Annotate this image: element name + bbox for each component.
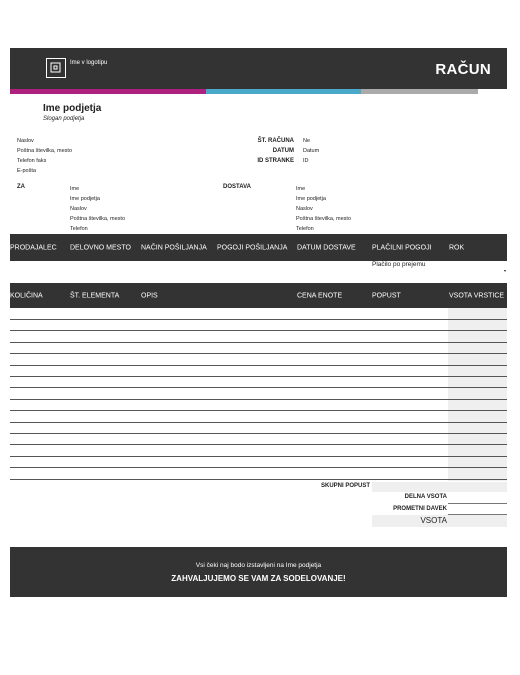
ship-to-address [296, 184, 351, 234]
payment-terms-value: Plačilo po prejemu [372, 261, 426, 268]
col-unit-price: CENA ENOTE [297, 292, 343, 299]
bill-to-address [70, 184, 125, 234]
invoice-number-value: Ne [303, 138, 311, 144]
table-row [10, 399, 507, 400]
company-slogan: Slogan podjetja [43, 116, 85, 122]
customer-id-value: ID [303, 158, 309, 164]
invoice-date-label: DATUM [272, 148, 294, 154]
footer-payable-note: Vsi čeki naj bodo izstavljeni na Ime podjetja [195, 562, 322, 569]
sender-line: E-pošta [17, 168, 36, 174]
col-delivery-date: DATUM DOSTAVE [297, 244, 356, 251]
bill-to-line: Ime podjetja [70, 196, 100, 202]
page-title: RAČUN [435, 61, 491, 78]
sender-address [17, 136, 72, 176]
table-row [10, 444, 507, 445]
subtotal-value [448, 503, 507, 504]
invoice-number-label: ŠT. RAČUNA [257, 138, 294, 144]
accent-band-blue [206, 89, 361, 94]
bill-to-line: Telefon [70, 226, 88, 232]
col-payment-terms: PLAČILNI POGOJI [372, 244, 432, 251]
logo-text: Ime v logotipu [70, 60, 108, 66]
table-row [10, 376, 507, 377]
ship-to-line: Telefon [296, 226, 314, 232]
table-row [10, 410, 507, 411]
invoice-meta-values [303, 136, 319, 166]
table-row [10, 456, 507, 457]
items-table-header [10, 283, 507, 308]
table-row [10, 365, 507, 366]
logo-icon [46, 58, 66, 78]
footer-thanks: ZAHVALJUJEMO SE VAM ZA SODELOVANJE! [171, 574, 346, 583]
table-row [10, 422, 507, 423]
bill-to-line: Naslov [70, 206, 87, 212]
bill-to-label: ZA [17, 184, 25, 190]
table-row [10, 467, 507, 468]
col-line-total: VSOTA VRSTICE [449, 292, 505, 299]
total-discount-label: SKUPNI POPUST [320, 483, 370, 489]
bill-to-line: Ime [70, 186, 80, 192]
table-row [10, 433, 507, 434]
table-row [10, 353, 507, 354]
sales-tax-label: PROMETNI DAVEK [393, 506, 447, 512]
accent-band-magenta [10, 89, 206, 94]
col-job: DELOVNO MESTO [70, 244, 131, 251]
invoice-date-value: Datum [303, 148, 320, 154]
total-label: VSOTA [420, 516, 447, 525]
table-row [10, 387, 507, 388]
ship-to-label: DOSTAVA [223, 184, 251, 190]
col-item-number: ŠT. ELEMENTA [70, 292, 120, 299]
col-description: OPIS [141, 292, 158, 299]
customer-id-label: ID STRANKE [257, 158, 294, 164]
col-shipping-method: NAČIN POŠILJANJA [141, 244, 207, 251]
col-discount: POPUST [372, 292, 401, 299]
invoice-header [10, 48, 507, 89]
col-quantity: KOLIČINA [10, 292, 43, 299]
invoice-footer [10, 547, 507, 597]
order-table-header [10, 234, 507, 261]
table-row [10, 479, 507, 480]
row-end-marker: ▾ [504, 268, 507, 273]
ship-to-line: Poštna številka, mesto [296, 216, 352, 222]
col-shipping-terms: POGOJI POŠILJANJA [217, 244, 288, 251]
accent-band-gray [361, 89, 478, 94]
col-due-date: ROK [449, 244, 465, 251]
ship-to-line: Ime [296, 186, 306, 192]
col-salesperson: PRODAJALEC [10, 244, 57, 251]
invoice-meta-labels [230, 136, 294, 166]
sender-line: Poštna številka, mesto [17, 148, 73, 154]
sender-line: Telefon faks [17, 158, 47, 164]
sender-line: Naslov [17, 138, 34, 144]
ship-to-line: Naslov [296, 206, 313, 212]
table-row [10, 342, 507, 343]
company-name: Ime podjetja [43, 103, 102, 114]
ship-to-line: Ime podjetja [296, 196, 326, 202]
bill-to-line: Poštna številka, mesto [70, 216, 126, 222]
table-row [10, 319, 507, 320]
subtotal-label: DELNA VSOTA [404, 494, 447, 500]
table-row [10, 330, 507, 331]
total-discount-value [372, 482, 507, 492]
